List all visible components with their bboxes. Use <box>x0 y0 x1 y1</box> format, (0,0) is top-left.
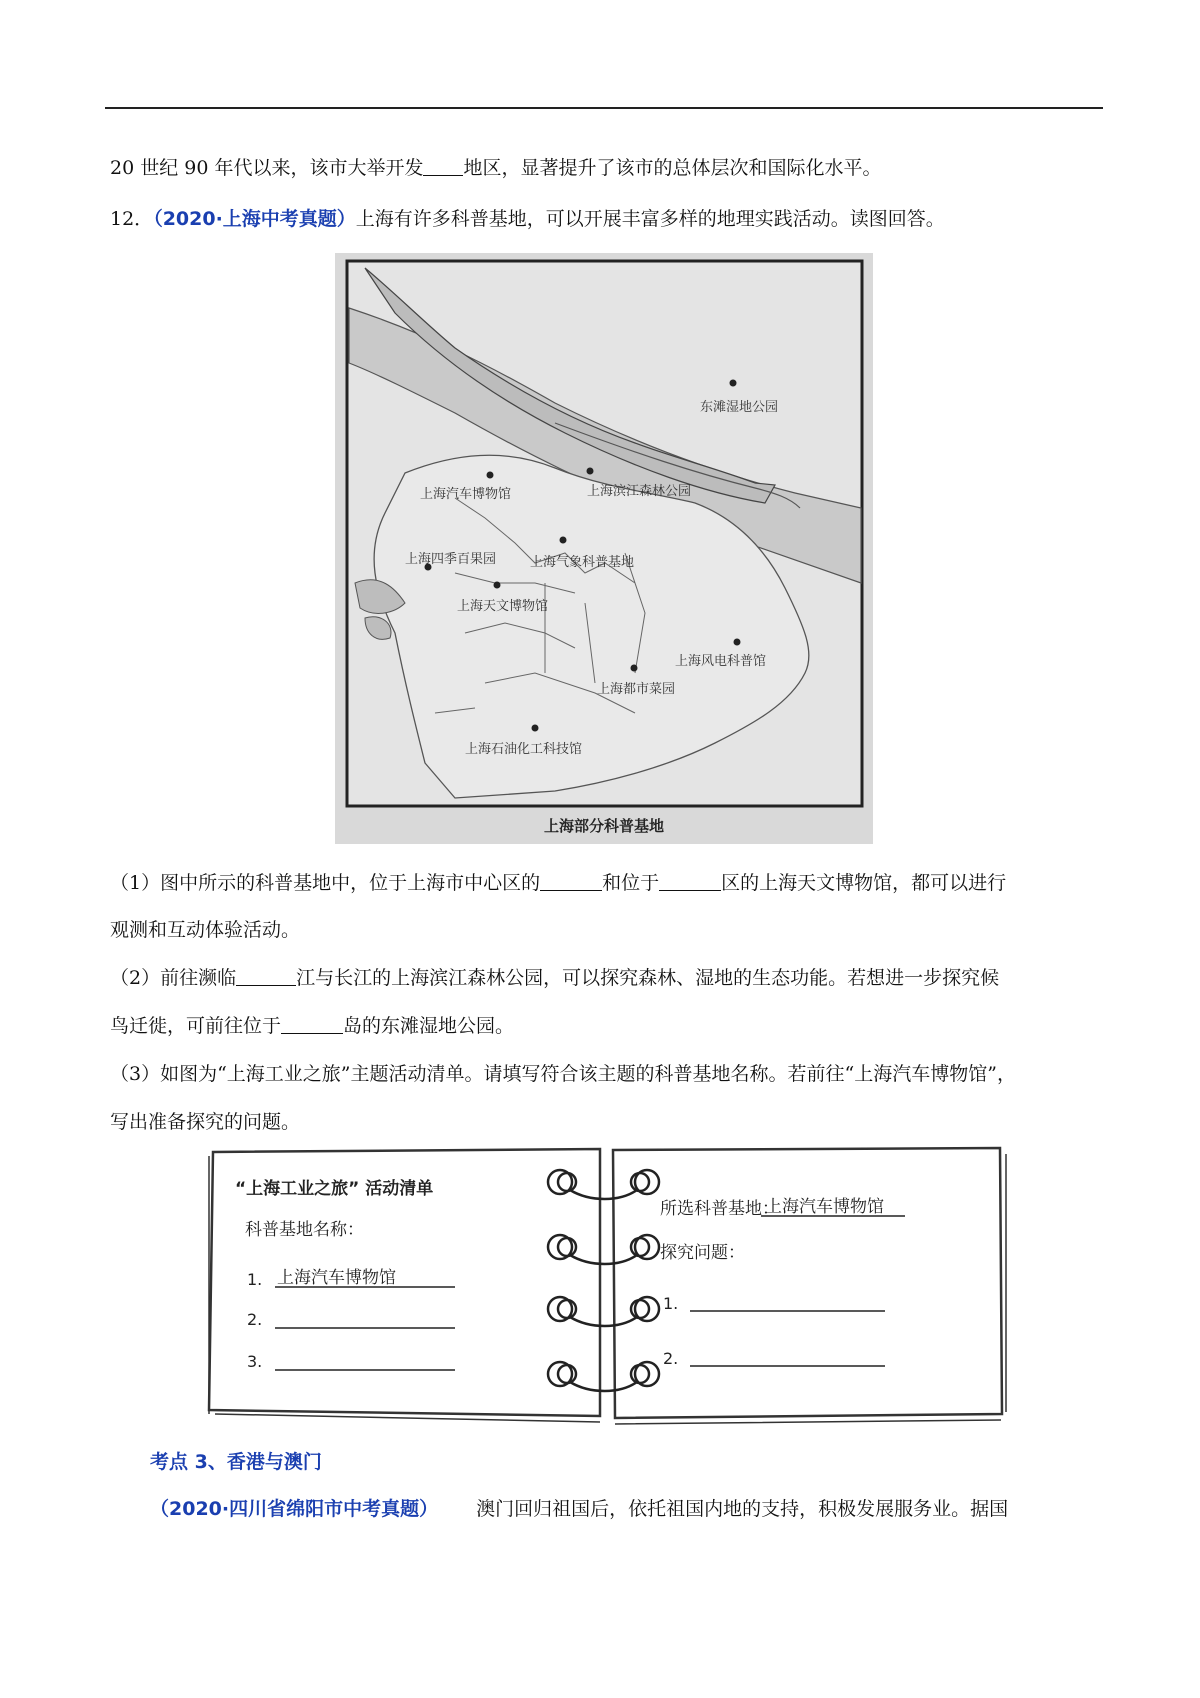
label-qixiang: 上海气象科普基地 <box>530 555 635 570</box>
item-2-number: 2. <box>247 1310 263 1329</box>
label-shihua: 上海石油化工科技馆 <box>465 742 583 757</box>
sub1-text-b: 和位于 <box>602 872 660 894</box>
answer-blank[interactable] <box>540 872 602 891</box>
next-question-text: 澳门回归祖国后，依托祖国内地的支持，积极发展服务业。据国 <box>476 1498 1009 1520</box>
label-fengdian: 上海风电科普馆 <box>675 654 767 669</box>
research-question-label: 探究问题： <box>660 1243 745 1263</box>
marker-car-museum <box>487 472 494 479</box>
label-car-museum: 上海汽车博物馆 <box>420 487 512 502</box>
sub-question-2-line1 <box>110 965 999 991</box>
sub1-text-d: 观测和互动体验活动。 <box>110 919 301 941</box>
label-dushi: 上海都市菜园 <box>597 682 676 697</box>
sub2-text-a: （2）前往濒临 <box>110 967 237 989</box>
label-dongtan: 东滩湿地公园 <box>700 400 779 415</box>
sub-question-2-line2 <box>110 1013 514 1039</box>
label-binjiang: 上海滨江森林公园 <box>587 484 692 499</box>
sub-question-3-line2 <box>110 1109 300 1135</box>
header-rule <box>105 107 1103 109</box>
sub-question-3-line1 <box>110 1061 1016 1087</box>
notebook-left-subtitle: 科普基地名称： <box>245 1220 364 1240</box>
question-number: 12． <box>110 208 154 230</box>
next-question-source: （2020·四川省绵阳市中考真题） <box>150 1498 439 1520</box>
sub1-text-a: （1）图中所示的科普基地中，位于上海市中心区的 <box>110 872 541 894</box>
science-base-map <box>335 253 873 844</box>
item-1-value: 上海汽车博物馆 <box>277 1268 396 1288</box>
activity-notebook <box>205 1144 1008 1430</box>
sub2-text-c: 鸟迁徙，可前往位于 <box>110 1015 282 1037</box>
notebook-right-page <box>613 1148 1002 1418</box>
answer-blank[interactable] <box>423 157 463 176</box>
next-question-line <box>150 1496 1008 1522</box>
marker-tianwen <box>494 582 501 589</box>
marker-qixiang <box>560 537 567 544</box>
sub-question-1-line2 <box>110 917 300 943</box>
sub1-text-c: 区的上海天文博物馆，都可以进行 <box>721 872 1007 894</box>
notebook-left-title: “上海工业之旅” 活动清单 <box>235 1179 434 1199</box>
answer-blank[interactable] <box>281 1015 343 1034</box>
question-1-number: 1. <box>663 1294 679 1313</box>
sub2-text-d: 岛的东滩湿地公园。 <box>343 1015 515 1037</box>
sub2-text-b: 江与长江的上海滨江森林公园，可以探究森林、湿地的生态功能。若想进一步探究候 <box>296 967 1000 989</box>
marker-fengdian <box>734 639 741 646</box>
marker-shihua <box>532 725 539 732</box>
top-line-text-b: 地区，显著提升了该市的总体层次和国际化水平。 <box>463 157 882 179</box>
answer-blank[interactable] <box>236 967 296 986</box>
marker-dushi <box>631 665 638 672</box>
sub3-text-b: 写出准备探究的问题。 <box>110 1111 301 1133</box>
item-1-number: 1. <box>247 1270 263 1289</box>
selected-base-label: 所选科普基地： <box>660 1199 779 1219</box>
marker-dongtan <box>730 380 737 387</box>
label-tianwen: 上海天文博物馆 <box>457 599 549 614</box>
question-source: （2020·上海中考真题） <box>153 208 356 230</box>
top-line <box>110 155 882 181</box>
question-text: 上海有许多科普基地，可以开展丰富多样的地理实践活动。读图回答。 <box>355 208 945 230</box>
marker-binjiang <box>587 468 594 475</box>
sub3-text-a: （3）如图为“上海工业之旅”主题活动清单。请填写符合该主题的科普基地名称。若前往“上海汽车博物馆”， <box>110 1063 1016 1085</box>
item-3-number: 3. <box>247 1352 263 1371</box>
question-2-number: 2. <box>663 1349 679 1368</box>
section-heading: 考点 3、香港与澳门 <box>150 1451 322 1473</box>
top-line-text-a: 20 世纪 90 年代以来，该市大举开发 <box>110 157 424 179</box>
selected-base-value: 上海汽车博物馆 <box>765 1197 884 1217</box>
question-12-stem <box>110 206 945 232</box>
label-sijiguo: 上海四季百果园 <box>405 552 497 567</box>
answer-blank[interactable] <box>659 872 721 891</box>
sub-question-1-line1 <box>110 870 1006 896</box>
map-caption: 上海部分科普基地 <box>543 817 665 835</box>
